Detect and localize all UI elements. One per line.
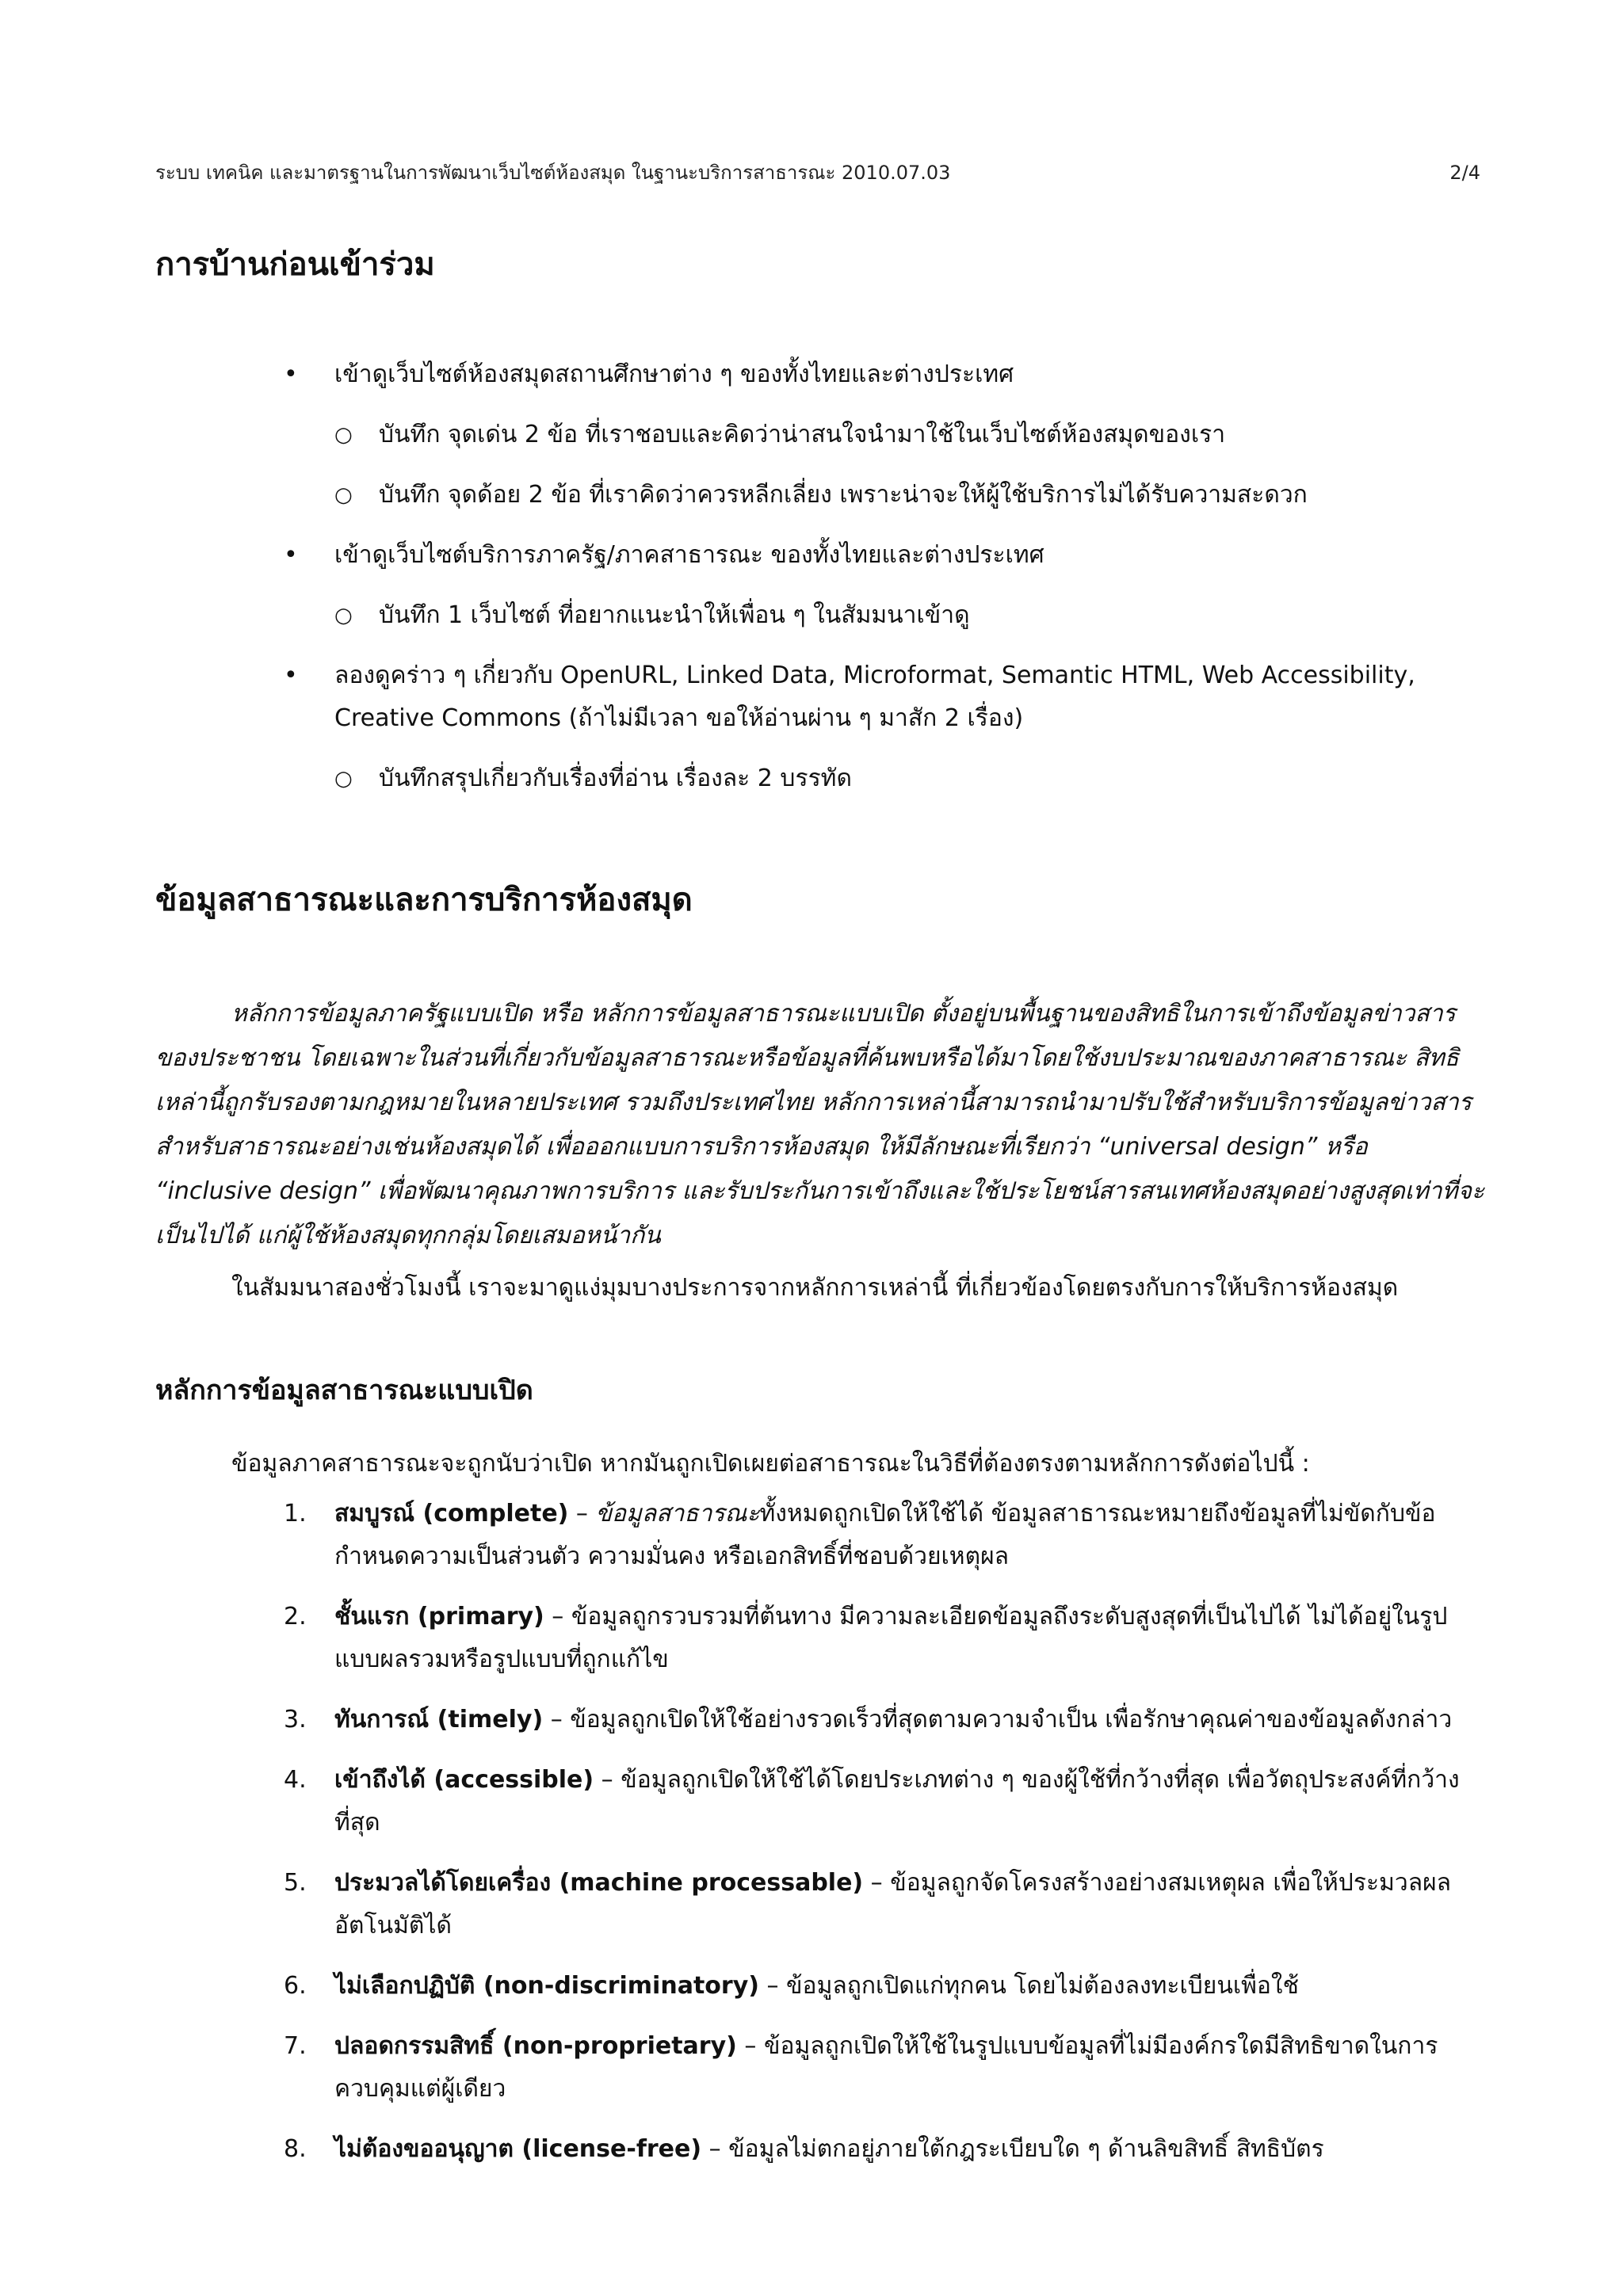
page-header	[155, 158, 1480, 187]
principle-number: 6.	[284, 1972, 307, 2000]
circle-bullet-icon: ○	[334, 423, 353, 447]
public-info-body	[155, 992, 1488, 1310]
principle-term: เข้าถึงได้ (accessible)	[334, 1766, 594, 1794]
principle-term: สมบูรณ์ (complete)	[334, 1500, 569, 1527]
principle-item	[155, 1759, 1488, 1844]
principle-description: ทั้งหมดถูกเปิดให้ใช้ได้ ข้อมูลสาธารณะหมายถึงข้อมูลที่ไม่ขัดกับข้อกำหนดความเป็นส่วนตัว ความมั่นคง หรือเอกสิทธิ์ที่ชอบด้วยเหตุผล	[334, 1500, 1436, 1570]
intro-paragraph: หลักการข้อมูลภาครัฐแบบเปิด หรือ หลักการข้อมูลสาธารณะแบบเปิด ตั้งอยู่บนพื้นฐานของสิทธิในการเข้าถึงข้อมูลข่าวสารของประชาชน โดยเฉพาะในส่วนที่เกี่ยวกับข้อมูลสาธารณะหรือข้อมูลที่ค้นพบหรือได้มาโดยใช้งบประมาณของภาคสาธารณะ สิทธิเหล่านี้ถูกรับรองตามกฎหมายในหลายประเทศ รวมถึงประเทศไทย หลักการเหล่านี้สามารถนำมาปรับใช้สำหรับบริการข้อมูลข่าวสารสำหรับสาธารณะอย่างเช่นห้องสมุดได้ เพื่อออกแบบการบริการห้องสมุด ให้มีลักษณะที่เรียกว่า “universal design” หรือ “inclusive design” เพื่อพัฒนาคุณภาพการบริการ และรับประกันการเข้าถึงและใช้ประโยชน์สารสนเทศห้องสมุดอย่างสูงสุดเท่าที่จะเป็นไปได้ แก่ผู้ใช้ห้องสมุดทุกกลุ่มโดยเสมอหน้ากัน	[155, 1000, 1485, 1249]
principle-dash: –	[544, 1603, 571, 1630]
principle-item	[155, 1596, 1488, 1681]
public-info-heading: ข้อมูลสาธารณะและการบริการห้องสมุด	[155, 882, 693, 918]
principle-number: 5.	[284, 1869, 307, 1897]
open-data-body	[155, 1442, 1488, 2188]
principle-term: ไม่เลือกปฏิบัติ (non-discriminatory)	[334, 1972, 759, 2000]
principle-dash: –	[594, 1766, 621, 1794]
bullet-text: บันทึก จุดด้อย 2 ข้อ ที่เราคิดว่าควรหลีกเลี่ยง เพราะน่าจะให้ผู้ใช้บริการไม่ได้รับความสะดวก	[379, 481, 1308, 509]
bullet-text: บันทึกสรุปเกี่ยวกับเรื่องที่อ่าน เรื่องละ 2 บรรทัด	[379, 765, 852, 792]
principle-term: ปลอดกรรมสิทธิ์ (non-proprietary)	[334, 2032, 737, 2060]
seminar-note: ในสัมมนาสองชั่วโมงนี้ เราจะมาดูแง่มุมบางประการจากหลักการเหล่านี้ ที่เกี่ยวข้องโดยตรงกับการให้บริการห้องสมุด	[231, 1274, 1399, 1302]
header-title: ระบบ เทคนิค และมาตรฐานในการพัฒนาเว็บไซต์ห้องสมุด ในฐานะบริการสาธารณะ 2010.07.03	[155, 162, 951, 184]
principle-italic-text: ข้อมูลสาธารณะ	[595, 1500, 760, 1527]
principle-item	[155, 1493, 1488, 1578]
principle-term: ไม่ต้องขออนุญาต (license-free)	[334, 2135, 702, 2163]
principle-item	[155, 1699, 1488, 1741]
homework-list-container	[155, 353, 1488, 818]
principle-dash: –	[758, 1972, 787, 2000]
bullet-text: บันทึก จุดเด่น 2 ข้อ ที่เราชอบและคิดว่าน่าสนใจนำมาใช้ในเว็บไซต์ห้องสมุดของเรา	[379, 421, 1226, 448]
sub-bullet-item	[155, 474, 1488, 517]
principle-term: ชั้นแรก (primary)	[334, 1603, 544, 1630]
circle-bullet-icon: ○	[334, 767, 353, 791]
principle-number: 1.	[284, 1500, 307, 1527]
bullet-text: บันทึก 1 เว็บไซต์ ที่อยากแนะนำให้เพื่อน ๆ ในสัมมนาเข้าดู	[379, 601, 970, 629]
sub-bullet-item	[155, 594, 1488, 637]
open-data-section	[155, 1371, 1488, 1410]
principle-number: 4.	[284, 1766, 307, 1794]
public-info-section	[155, 878, 1488, 922]
open-data-heading: หลักการข้อมูลสาธารณะแบบเปิด	[155, 1375, 533, 1406]
principle-item	[155, 2128, 1488, 2171]
circle-bullet-icon: ○	[334, 483, 353, 507]
circle-bullet-icon: ○	[334, 604, 353, 627]
principle-number: 2.	[284, 1603, 307, 1630]
principle-description: ข้อมูลถูกเปิดให้ใช้ได้โดยประเภทต่าง ๆ ของผู้ใช้ที่กว้างที่สุด เพื่อวัตถุประสงค์ที่กว้างที่สุด	[334, 1766, 1460, 1836]
principle-dash: –	[701, 2135, 729, 2163]
principle-description: ข้อมูลถูกจัดโครงสร้างอย่างสมเหตุผล เพื่อให้ประมวลผลอัตโนมัติได้	[334, 1869, 1452, 1939]
principle-item	[155, 1965, 1488, 2008]
principle-description: ข้อมูลถูกรวบรวมที่ต้นทาง มีความละเอียดข้อมูลถึงระดับสูงสุดที่เป็นไปได้ ไม่ได้อยู่ในรูปแบบผลรวมหรือรูปแบบที่ถูกแก้ไข	[334, 1603, 1448, 1673]
principle-dash: –	[736, 2032, 764, 2060]
principles-list	[155, 1493, 1488, 2171]
page-number: 2/4	[1449, 162, 1480, 184]
homework-list	[155, 353, 1488, 800]
bullet-item	[155, 353, 1488, 396]
principle-number: 7.	[284, 2032, 307, 2060]
principle-item	[155, 1862, 1488, 1947]
principle-term: ทันการณ์ (timely)	[334, 1706, 544, 1733]
bullet-text: ลองดูคร่าว ๆ เกี่ยวกับ OpenURL, Linked Data, Microformat, Semantic HTML, Web Accessibility, Creative Commons (ถ้าไม่มีเวลา ขอให้อ่านผ่าน ๆ มาสัก 2 เรื่อง)	[334, 662, 1415, 732]
principle-description: ข้อมูลถูกเปิดแก่ทุกคน โดยไม่ต้องลงทะเบียนเพื่อใช้	[786, 1972, 1299, 2000]
principle-term: ประมวลได้โดยเครื่อง (machine processable)	[334, 1869, 864, 1897]
bullet-item	[155, 534, 1488, 577]
principle-description: ข้อมูลถูกเปิดให้ใช้อย่างรวดเร็วที่สุดตามความจำเป็น เพื่อรักษาคุณค่าของข้อมูลดังกล่าว	[570, 1706, 1453, 1733]
bullet-text: เข้าดูเว็บไซต์ห้องสมุดสถานศึกษาต่าง ๆ ของทั้งไทยและต่างประเทศ	[334, 360, 1014, 388]
principle-item	[155, 2025, 1488, 2111]
homework-section	[155, 242, 1488, 287]
sub-bullet-item	[155, 757, 1488, 800]
homework-heading: การบ้านก่อนเข้าร่วม	[155, 246, 435, 283]
principle-description: ข้อมูลไม่ตกอยู่ภายใต้กฎระเบียบใด ๆ ด้านลิขสิทธิ์ สิทธิบัตร	[728, 2135, 1324, 2163]
open-data-lead: ข้อมูลภาคสาธารณะจะถูกนับว่าเปิด หากมันถูกเปิดเผยต่อสาธารณะในวิธีที่ต้องตรงตามหลักการดังต่อไปนี้ :	[231, 1450, 1310, 1478]
principle-number: 8.	[284, 2135, 307, 2163]
bullet-item	[155, 654, 1488, 740]
principle-dash: –	[543, 1706, 571, 1733]
bullet-icon: •	[284, 662, 298, 689]
bullet-text: เข้าดูเว็บไซต์บริการภาครัฐ/ภาคสาธารณะ ของทั้งไทยและต่างประเทศ	[334, 541, 1044, 569]
principle-number: 3.	[284, 1706, 307, 1733]
bullet-icon: •	[284, 360, 298, 388]
bullet-icon: •	[284, 541, 298, 569]
sub-bullet-item	[155, 414, 1488, 456]
principle-dash: –	[568, 1500, 596, 1527]
principle-dash: –	[863, 1869, 891, 1897]
principle-description: ข้อมูลถูกเปิดให้ใช้ในรูปแบบข้อมูลที่ไม่มีองค์กรใดมีสิทธิขาดในการควบคุมแต่ผู้เดียว	[334, 2032, 1438, 2103]
